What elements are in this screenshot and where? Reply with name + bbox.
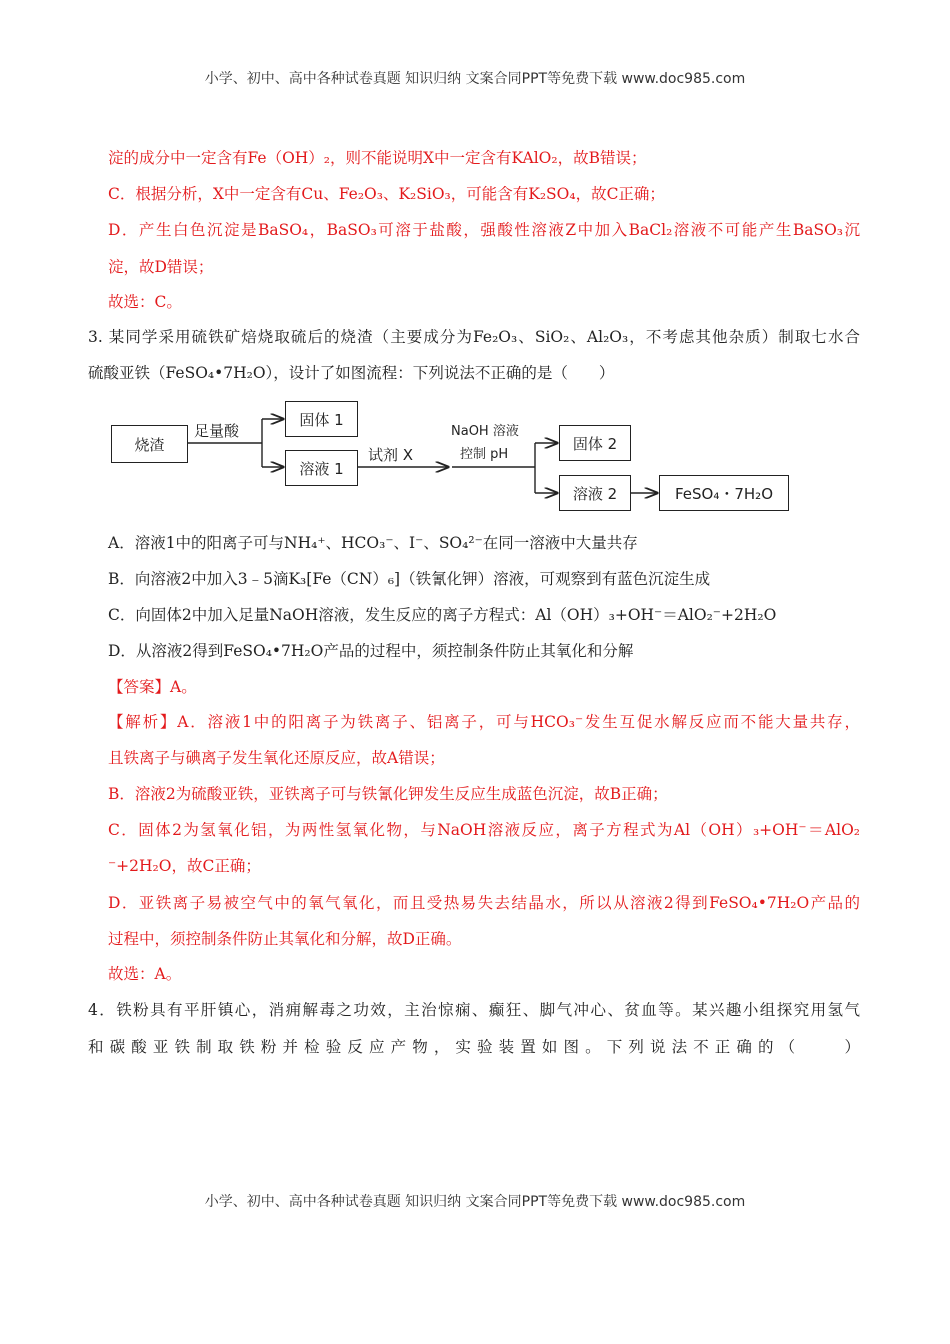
option-a: A．溶液1中的阳离子可与NH₄⁺、HCO₃⁻、I⁻、SO₄²⁻在同一溶液中大量共存 xyxy=(108,534,638,552)
solid-2-label: 固体 2 xyxy=(572,434,618,453)
solid-1-box xyxy=(285,401,358,437)
question-4-stem: 4．铁粉具有平肝镇心，消痈解毒之功效，主治惊痫、癫狂、脚气冲心、贫血等。某兴趣小组探究用氢气 xyxy=(88,1001,860,1019)
explanation-line: 淀，故D错误； xyxy=(108,258,214,276)
acid-label: 足量酸 xyxy=(194,422,240,440)
solution-1-label: 溶液 1 xyxy=(299,459,344,478)
reagent-x-label: 试剂 X xyxy=(368,446,414,464)
slag-box xyxy=(111,425,188,463)
slag-label: 烧渣 xyxy=(134,435,165,454)
question-3-stem: 硫酸亚铁（FeSO₄•7H₂O），设计了如图流程：下列说法不正确的是（ ） xyxy=(88,364,615,382)
explanation-line: C．根据分析，X中一定含有Cu、Fe₂O₃、K₂SiO₃，可能含有K₂SO₄，故C正确； xyxy=(108,185,665,203)
option-c: C．向固体2中加入足量NaOH溶液，发生反应的离子方程式：Al（OH）₃+OH⁻＝AlO₂⁻+2H₂O xyxy=(108,606,777,624)
ph-control-label: 控制 pH xyxy=(460,447,509,462)
product-label: FeSO₄・7H₂O xyxy=(674,484,774,503)
solution-1-box xyxy=(285,450,358,486)
naoh-label: NaOH 溶液 xyxy=(451,424,519,439)
explanation-line: 且铁离子与碘离子发生氧化还原反应，故A错误； xyxy=(108,749,445,767)
solution-2-label: 溶液 2 xyxy=(572,484,618,503)
solid-2-box xyxy=(559,425,631,461)
explanation-line: 淀的成分中一定含有Fe（OH）₂，则不能说明X中一定含有KAlO₂，故B错误； xyxy=(108,149,647,167)
option-b: B．向溶液2中加入3﹣5滴K₃[Fe（CN）₆]（铁氰化钾）溶液，可观察到有蓝色沉淀生成 xyxy=(108,570,711,588)
explanation-line: B．溶液2为硫酸亚铁，亚铁离子可与铁氰化钾发生反应生成蓝色沉淀，故B正确； xyxy=(108,785,668,803)
question-4-stem: 和碳酸亚铁制取铁粉并检验反应产物，实验装置如图。下列说法不正确的（ ） xyxy=(88,1038,860,1056)
question-3-stem: 3. 某同学采用硫铁矿焙烧取硫后的烧渣（主要成分为Fe₂O₃、SiO₂、Al₂O₃，不考虑其他杂质）制取七水合 xyxy=(88,328,860,346)
option-d: D．从溶液2得到FeSO₄•7H₂O产品的过程中，须控制条件防止其氧化和分解 xyxy=(108,642,634,660)
explanation-line: 【解析】A．溶液1中的阳离子为铁离子、铝离子，可与HCO₃⁻发生互促水解反应而不能大量共存， xyxy=(108,713,860,731)
answer-line: 【答案】A。 xyxy=(108,678,197,696)
conclusion-line: 故选：C。 xyxy=(108,293,182,311)
page-header: 小学、初中、高中各种试卷真题 知识归纳 文案合同PPT等免费下载 www.doc985.com xyxy=(204,71,746,87)
explanation-line: 过程中，须控制条件防止其氧化和分解，故D正确。 xyxy=(108,930,462,948)
page-footer: 小学、初中、高中各种试卷真题 知识归纳 文案合同PPT等免费下载 www.doc985.com xyxy=(204,1194,746,1210)
explanation-line: C．固体2为氢氧化铝，为两性氢氧化物，与NaOH溶液反应，离子方程式为Al（OH）₃+OH⁻＝AlO₂ xyxy=(108,821,860,839)
product-box xyxy=(659,475,789,511)
explanation-line: ⁻+2H₂O，故C正确； xyxy=(108,857,261,875)
solution-2-box xyxy=(559,475,631,511)
explanation-line: D．亚铁离子易被空气中的氧气氧化，而且受热易失去结晶水，所以从溶液2得到FeSO₄•7H₂O产品的 xyxy=(108,894,860,912)
conclusion-line: 故选：A。 xyxy=(108,965,182,983)
solid-1-label: 固体 1 xyxy=(299,410,344,429)
explanation-line: D．产生白色沉淀是BaSO₄，BaSO₃可溶于盐酸，强酸性溶液Z中加入BaCl₂溶液不可能产生BaSO₃沉 xyxy=(108,221,860,239)
